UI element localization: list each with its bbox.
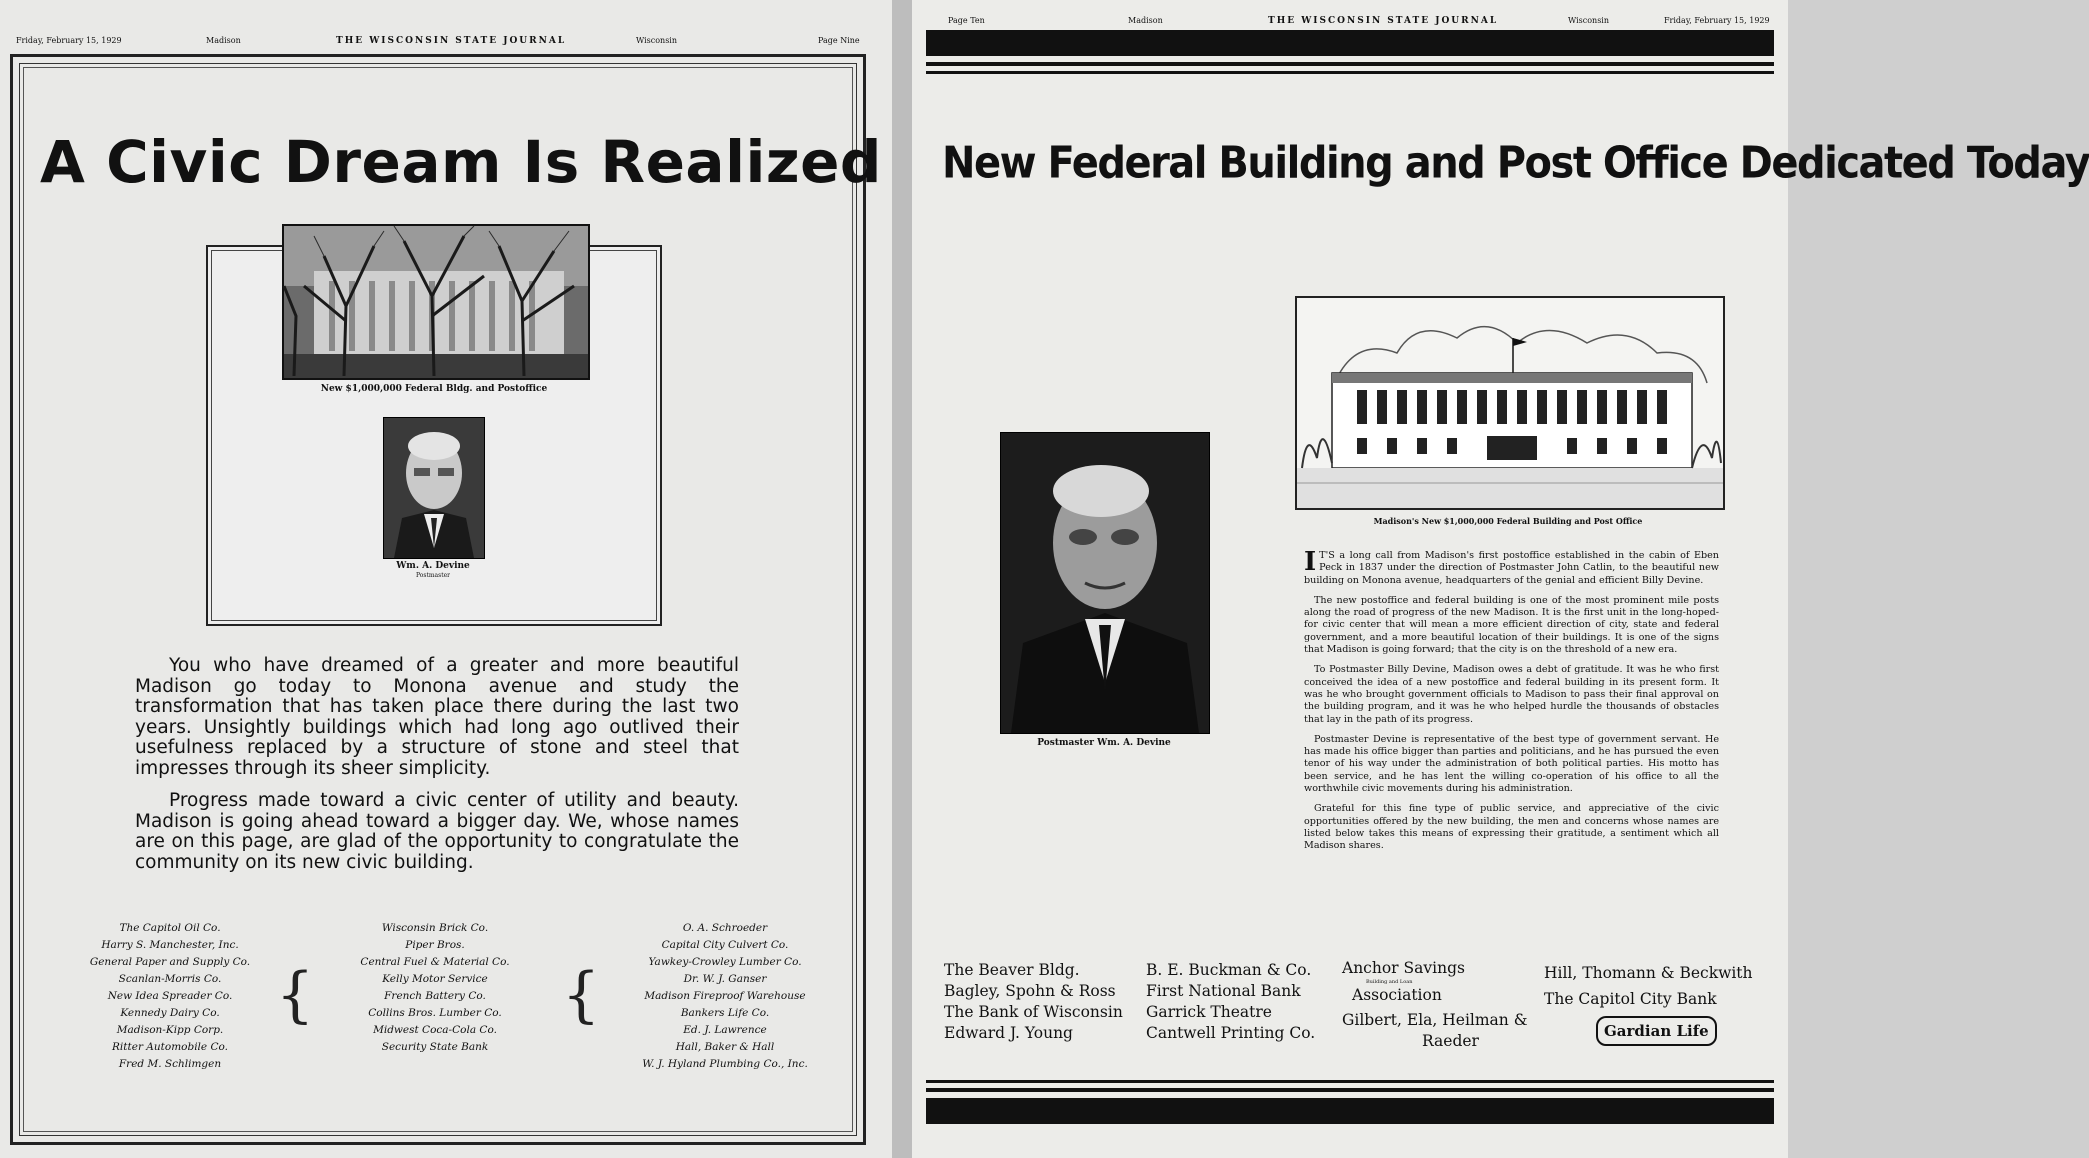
- body-paragraph: I T'S a long call from Madison's first postoffice established in the cabin of Eben Peck in 1837 under the direction of Postmaster John Catlin, to the beautiful new building on Monona avenue, headquarters of the genial and efficient Billy Devine.: [1304, 547, 1719, 586]
- sponsor-name: Edward J. Young: [944, 1024, 1073, 1042]
- building-photo-caption: New $1,000,000 Federal Bldg. and Postoffice: [320, 384, 548, 394]
- sponsor-name: Madison-Kipp Corp.: [116, 1024, 224, 1036]
- drawing-caption: Madison's New $1,000,000 Federal Building and Post Office: [1373, 516, 1643, 526]
- masthead-page: Page Nine: [818, 36, 860, 45]
- sponsor-name: Wisconsin Brick Co.: [381, 922, 489, 934]
- sponsor-name: Cantwell Printing Co.: [1146, 1024, 1316, 1042]
- top-rule-bar: [926, 30, 1774, 56]
- ad-body-text: [135, 656, 739, 885]
- page-headline: A Civic Dream Is Realized: [40, 128, 882, 196]
- sponsor-name: Garrick Theatre: [1146, 1003, 1272, 1021]
- sponsor-name: B. E. Buckman & Co.: [1146, 961, 1312, 979]
- sponsor-name: Hill, Thomann & Beckwith: [1544, 964, 1753, 982]
- sponsor-name: Hall, Baker & Hall: [675, 1041, 775, 1053]
- sponsor-name: Dr. W. J. Ganser: [683, 973, 767, 985]
- sponsor-name: Capital City Culvert Co.: [661, 939, 789, 951]
- sponsor-name: French Battery Co.: [384, 990, 486, 1002]
- body-paragraph: Grateful for this fine type of public service, and appreciative of the civic opportunities offered by the new building, the men and concerns whose names are listed below takes this means of expressing their gratitude, a sentiment which all Madison shares.: [1304, 803, 1719, 852]
- masthead-city: Madison: [206, 36, 241, 45]
- body-paragraph: Progress made toward a civic center of utility and beauty. Madison is going ahead toward a bigger day. We, whose names are on this page, are glad of the opportunity to congratulate the community on its new civic building.: [135, 790, 739, 873]
- sponsor-name: Yawkey-Crowley Lumber Co.: [648, 956, 802, 968]
- sponsor-name: Ed. J. Lawrence: [683, 1024, 767, 1036]
- sponsor-name: Midwest Coca-Cola Co.: [373, 1024, 497, 1036]
- sponsor-name: First National Bank: [1146, 982, 1301, 1000]
- sponsor-name: The Beaver Bldg.: [944, 961, 1080, 979]
- body-paragraph: The new postoffice and federal building is one of the most prominent mile posts along the road of progress of the new Madison. It is the first unit in the long-hoped-for civic center that will mean a more efficient direction of city, state and federal government, and a more beautiful location of their buildings. It is one of the signs that Madison is going forward; that the city is on the threshold of a new era.: [1304, 594, 1719, 656]
- body-paragraph: To Postmaster Billy Devine, Madison owes a debt of gratitude. It was he who first conceived the idea of a new postoffice and federal building in its present form. It was he who brought government officials to Madison to pass their final approval on the building program, and it was he who helped hurdle the thousands of obstacles that lay in the path of its progress.: [1304, 664, 1719, 725]
- newspaper-page-left: [0, 0, 892, 1158]
- sponsor-list-col3: [615, 920, 835, 1073]
- sponsor-name: Piper Bros.: [405, 939, 465, 951]
- sponsor-name: Raeder: [1422, 1032, 1479, 1050]
- sponsor-name: General Paper and Supply Co.: [89, 956, 251, 968]
- portrait-caption: Wm. A. Devine: [396, 561, 470, 571]
- brace-divider: {: [276, 960, 315, 1030]
- masthead-title: THE WISCONSIN STATE JOURNAL: [336, 36, 567, 46]
- postmaster-portrait-photo: [1000, 432, 1210, 734]
- bottom-rule-thin: [926, 1080, 1774, 1083]
- sponsor-name: The Capitol City Bank: [1544, 990, 1717, 1008]
- sponsor-list-col4: [1544, 960, 1753, 1046]
- sponsor-name: Association: [1352, 986, 1442, 1004]
- masthead-title: THE WISCONSIN STATE JOURNAL: [1268, 16, 1499, 26]
- sponsor-name: Security State Bank: [381, 1041, 489, 1053]
- masthead-date: Friday, February 15, 1929: [16, 36, 122, 45]
- sponsor-name: W. J. Hyland Plumbing Co., Inc.: [642, 1058, 808, 1070]
- masthead-state: Wisconsin: [1568, 16, 1610, 25]
- bottom-rule-bar: [926, 1098, 1774, 1124]
- sponsor-list-col2: [1146, 960, 1315, 1044]
- guardian-life-logo: Gardian Life: [1596, 1016, 1717, 1046]
- sponsor-name: Kennedy Dairy Co.: [120, 1007, 220, 1019]
- sponsor-name: Bankers Life Co.: [680, 1007, 770, 1019]
- sponsor-name: Collins Bros. Lumber Co.: [368, 1007, 502, 1019]
- sponsor-subtitle: Building and Loan: [1366, 979, 1413, 985]
- top-rule-thin: [926, 71, 1774, 74]
- sponsor-name: Central Fuel & Material Co.: [360, 956, 510, 968]
- sponsor-name: Fred M. Schlimgen: [118, 1058, 222, 1070]
- portrait-caption-title: Postmaster: [415, 572, 451, 579]
- masthead-state: Wisconsin: [636, 36, 678, 45]
- sponsor-name: Madison Fireproof Warehouse: [644, 990, 806, 1002]
- newspaper-page-right: [912, 0, 2089, 1158]
- article-body-text: [1304, 547, 1719, 861]
- drop-cap: I: [1304, 547, 1317, 577]
- sponsor-name: The Capitol Oil Co.: [119, 922, 221, 934]
- masthead-date: Friday, February 15, 1929: [1664, 16, 1770, 25]
- sponsor-name: Kelly Motor Service: [382, 973, 488, 985]
- sponsor-name: O. A. Schroeder: [682, 922, 768, 934]
- sponsor-list-col1: [60, 920, 280, 1073]
- body-paragraph: Postmaster Devine is representative of the best type of government servant. He has made his office bigger than parties and politicians, and he has pursued the even tenor of his way under the administration of both political parties. His motto has been service, and he has lent the willing co-operation of his office to all the worthwhile civic movements during his administration.: [1304, 733, 1719, 795]
- sponsor-name: Gilbert, Ela, Heilman &: [1342, 1011, 1528, 1029]
- portrait-caption: Postmaster Wm. A. Devine: [1037, 738, 1171, 748]
- sponsor-name: Ritter Automobile Co.: [112, 1041, 228, 1053]
- sponsor-name: The Bank of Wisconsin: [944, 1003, 1123, 1021]
- masthead-city: Madison: [1128, 16, 1163, 25]
- brace-divider: {: [562, 960, 601, 1030]
- masthead-page: Page Ten: [948, 16, 985, 25]
- sponsor-name: Anchor Savings: [1342, 959, 1465, 977]
- masthead-left: [16, 36, 876, 50]
- sponsor-list-col1: [944, 960, 1123, 1044]
- body-paragraph: You who have dreamed of a greater and more beautiful Madison go today to Monona avenue and study the transformation that has taken place there during the last two years. Unsightly buildings which had long ago outlived their usefulness replaced by a structure of stone and steel that impresses through its sheer simplicity.: [135, 655, 739, 779]
- page-gutter: [892, 0, 912, 1158]
- bottom-rule-thin: [926, 1088, 1774, 1092]
- sponsor-name: New Idea Spreader Co.: [107, 990, 233, 1002]
- masthead-right: [928, 16, 1772, 30]
- federal-building-drawing: [1295, 296, 1725, 510]
- sponsor-name: Harry S. Manchester, Inc.: [101, 939, 239, 951]
- sponsor-name: Scanlan-Morris Co.: [118, 973, 222, 985]
- sponsor-list-col3: [1342, 958, 1528, 1052]
- page-headline: New Federal Building and Post Office Dedicated Today: [942, 137, 2089, 189]
- sponsor-name: Bagley, Spohn & Ross: [944, 982, 1116, 1000]
- federal-building-photo: [282, 224, 590, 380]
- top-rule-thin: [926, 62, 1774, 66]
- devine-portrait-photo: [383, 417, 485, 559]
- sponsor-list-col2: [325, 920, 545, 1056]
